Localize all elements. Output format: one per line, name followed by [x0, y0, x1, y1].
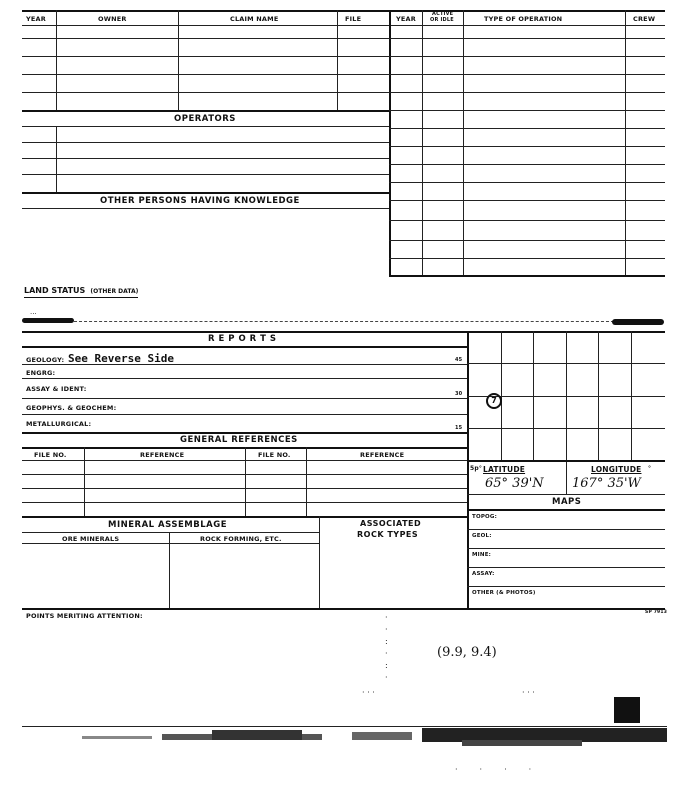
- separator-right-blot: [612, 319, 664, 325]
- report-geology-value: See Reverse Side: [68, 352, 174, 365]
- report-geophys-label: GEOPHYS. & GEOCHEM:: [26, 404, 117, 412]
- header-active-2: OR IDLE: [430, 17, 454, 23]
- header-active-1: ACTIVE: [432, 11, 454, 17]
- ref-header-file-no-2: FILE NO.: [258, 451, 291, 459]
- longitude-value: 167° 35'W: [572, 476, 641, 491]
- latitude-value: 65° 39'N: [485, 476, 544, 491]
- maps-assay: ASSAY:: [472, 571, 495, 577]
- operators-title: OPERATORS: [174, 114, 236, 124]
- header-owner: OWNER: [98, 15, 127, 23]
- report-engrg-label: ENGRG:: [26, 369, 56, 377]
- scan-noise-band: [22, 720, 667, 756]
- points-meriting-label: POINTS MERITING ATTENTION:: [26, 612, 143, 620]
- header-year-2: YEAR: [396, 15, 416, 23]
- header-crew: CREW: [633, 15, 656, 23]
- maps-mine: MINE:: [472, 552, 492, 558]
- land-status-sublabel: (OTHER DATA): [90, 288, 139, 295]
- reports-title: R E P O R T S: [208, 334, 277, 344]
- report-assay-label: ASSAY & IDENT:: [26, 385, 87, 393]
- report-metallurgical-num: 15: [455, 425, 463, 431]
- rock-forming-header: ROCK FORMING, ETC.: [200, 535, 282, 543]
- location-marker-label: 7: [491, 396, 497, 405]
- handwritten-coordinates: (9.9, 9.4): [437, 645, 497, 660]
- land-status-label: LAND STATUS: [24, 286, 86, 295]
- header-year: YEAR: [26, 15, 46, 23]
- header-type-of-operation: TYPE OF OPERATION: [484, 15, 563, 23]
- lat-left-tag: 5p°: [470, 465, 483, 472]
- header-file: FILE: [345, 15, 362, 23]
- maps-topog: TOPOG:: [472, 514, 498, 520]
- report-geology-num: 45: [455, 357, 463, 363]
- mineral-assemblage-title: MINERAL ASSEMBLAGE: [108, 520, 228, 530]
- form-number: SP 7913: [645, 610, 668, 615]
- associated-rock-types-2: ROCK TYPES: [357, 530, 419, 539]
- location-marker-icon: [486, 393, 502, 409]
- ore-minerals-header: ORE MINERALS: [62, 535, 120, 543]
- report-geology-label: GEOLOGY:: [26, 356, 65, 364]
- latitude-label: LATITUDE: [483, 465, 526, 474]
- lon-right-tag: °: [648, 465, 652, 472]
- general-references-title: GENERAL REFERENCES: [180, 435, 298, 445]
- report-assay-num: 30: [455, 391, 463, 397]
- maps-geol: GEOL:: [472, 533, 492, 539]
- maps-title: MAPS: [552, 497, 582, 507]
- maps-other: OTHER (& PHOTOS): [472, 590, 536, 596]
- ref-header-reference-1: REFERENCE: [140, 451, 185, 459]
- report-metallurgical-label: METALLURGICAL:: [26, 420, 92, 428]
- separator-left-blot: [22, 318, 74, 323]
- associated-rock-types-1: ASSOCIATED: [360, 519, 422, 528]
- ref-header-reference-2: REFERENCE: [360, 451, 405, 459]
- other-persons-title: OTHER PERSONS HAVING KNOWLEDGE: [100, 196, 300, 206]
- header-claim-name: CLAIM NAME: [230, 15, 279, 23]
- longitude-label: LONGITUDE: [591, 465, 642, 474]
- ref-header-file-no-1: FILE NO.: [34, 451, 67, 459]
